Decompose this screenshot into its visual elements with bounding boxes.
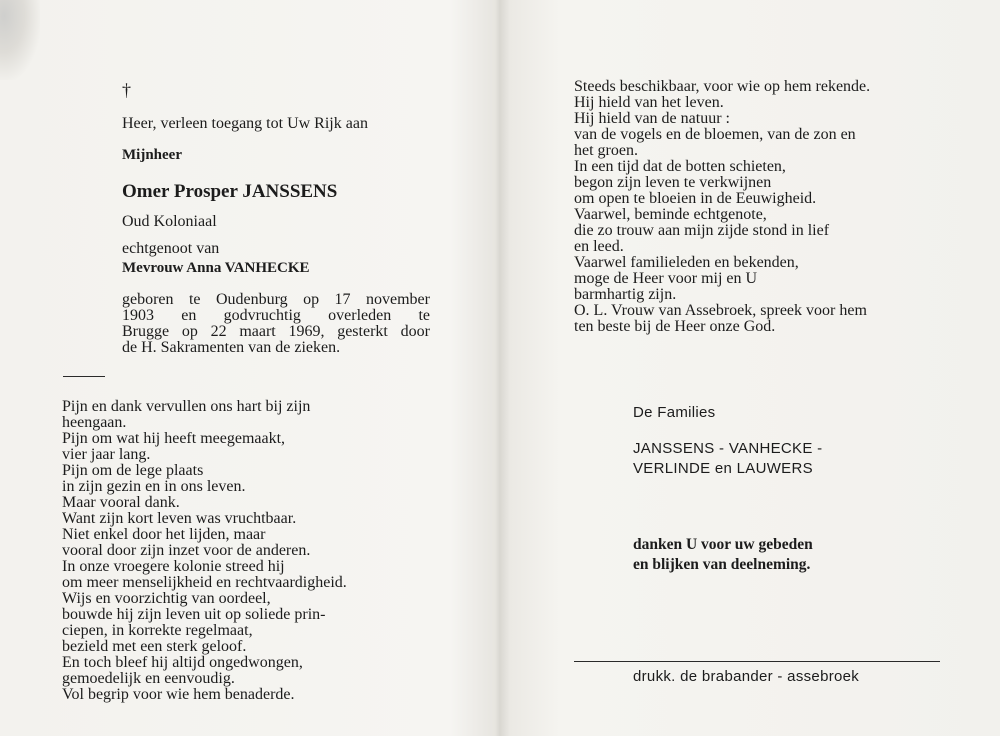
poem-line: begon zijn leven te verkwijnen (574, 174, 772, 191)
poem-line: moge de Heer voor mij en U (574, 270, 758, 287)
poem-line: het groen. (574, 142, 638, 159)
families-title: De Families (633, 404, 716, 421)
poem-line: Hij hield van de natuur : (574, 110, 730, 127)
poem-line: van de vogels en de bloemen, van de zon en (574, 126, 856, 143)
poem-line: Want zijn kort leven was vruchtbaar. (62, 510, 297, 527)
poem-line: om meer menselijkheid en rechtvaardigheid. (62, 574, 347, 591)
spouse-intro-line: echtgenoot van (122, 240, 220, 257)
printer-credit: drukk. de brabander - assebroek (633, 668, 860, 685)
poem-line: Vaarwel familieleden en bekenden, (574, 254, 799, 271)
poem-line: bezield met een sterk geloof. (62, 638, 247, 655)
right-page (502, 0, 1000, 736)
poem-line: In een tijd dat de botten schieten, (574, 158, 786, 175)
title-line: Mijnheer (122, 147, 182, 163)
poem-line: barmhartig zijn. (574, 286, 677, 303)
poem-line: Maar vooral dank. (62, 494, 180, 511)
prayer-line: Heer, verleen toegang tot Uw Rijk aan (122, 115, 368, 132)
section-divider (63, 376, 105, 377)
left-page (0, 0, 498, 736)
poem-line: Pijn om de lege plaats (62, 462, 204, 479)
poem-line: En toch bleef hij altijd ongedwongen, (62, 654, 303, 671)
poem-line: Wijs en voorzichtig van oordeel, (62, 590, 271, 607)
poem-line: vier jaar lang. (62, 446, 151, 463)
bio-line: Brugge op 22 maart 1969, gesterkt door (122, 323, 430, 340)
poem-line: ciepen, in korrekte regelmaat, (62, 622, 253, 639)
bio-line: 1903 en godvruchtig overleden te (122, 307, 430, 324)
poem-line: Niet enkel door het lijden, maar (62, 526, 266, 543)
occupation-line: Oud Koloniaal (122, 213, 217, 230)
poem-line: die zo trouw aan mijn zijde stond in lief (574, 222, 830, 239)
poem-line: in zijn gezin en in ons leven. (62, 478, 246, 495)
family-names-line: JANSSENS - VANHECKE - (633, 440, 823, 457)
poem-line: Vaarwel, beminde echtgenote, (574, 206, 767, 223)
family-names-line: VERLINDE en LAUWERS (633, 460, 813, 477)
poem-line: Steeds beschikbaar, voor wie op hem rekende. (574, 78, 871, 95)
bio-line: de H. Sakramenten van de zieken. (122, 339, 341, 356)
thanks-line: danken U voor uw gebeden (633, 536, 813, 553)
footer-rule (574, 661, 940, 662)
poem-line: In onze vroegere kolonie streed hij (62, 558, 285, 575)
deceased-given-names: Omer Prosper (122, 181, 238, 202)
poem-line: heengaan. (62, 414, 127, 431)
poem-line: en leed. (574, 238, 624, 255)
poem-line: Pijn om wat hij heeft meegemaakt, (62, 430, 286, 447)
poem-line: Hij hield van het leven. (574, 94, 724, 111)
poem-line: O. L. Vrouw van Assebroek, spreek voor hem (574, 302, 867, 319)
poem-line: vooral door zijn inzet voor de anderen. (62, 542, 311, 559)
poem-line: gemoedelijk en eenvoudig. (62, 670, 235, 687)
thanks-line: en blijken van deelneming. (633, 556, 811, 573)
deceased-name (122, 181, 338, 202)
cross-symbol: † (122, 80, 131, 100)
poem-line: bouwde hij zijn leven uit op soliede prin- (62, 606, 326, 623)
poem-line: om open te bloeien in de Eeuwigheid. (574, 190, 817, 207)
deceased-surname: JANSSENS (242, 181, 338, 202)
poem-line: ten beste bij de Heer onze God. (574, 318, 776, 335)
poem-line: Pijn en dank vervullen ons hart bij zijn (62, 398, 311, 415)
poem-line: Vol begrip voor wie hem benaderde. (62, 686, 295, 703)
spouse-name-line: Mevrouw Anna VANHECKE (122, 260, 310, 276)
bio-line: geboren te Oudenburg op 17 november (122, 291, 430, 308)
